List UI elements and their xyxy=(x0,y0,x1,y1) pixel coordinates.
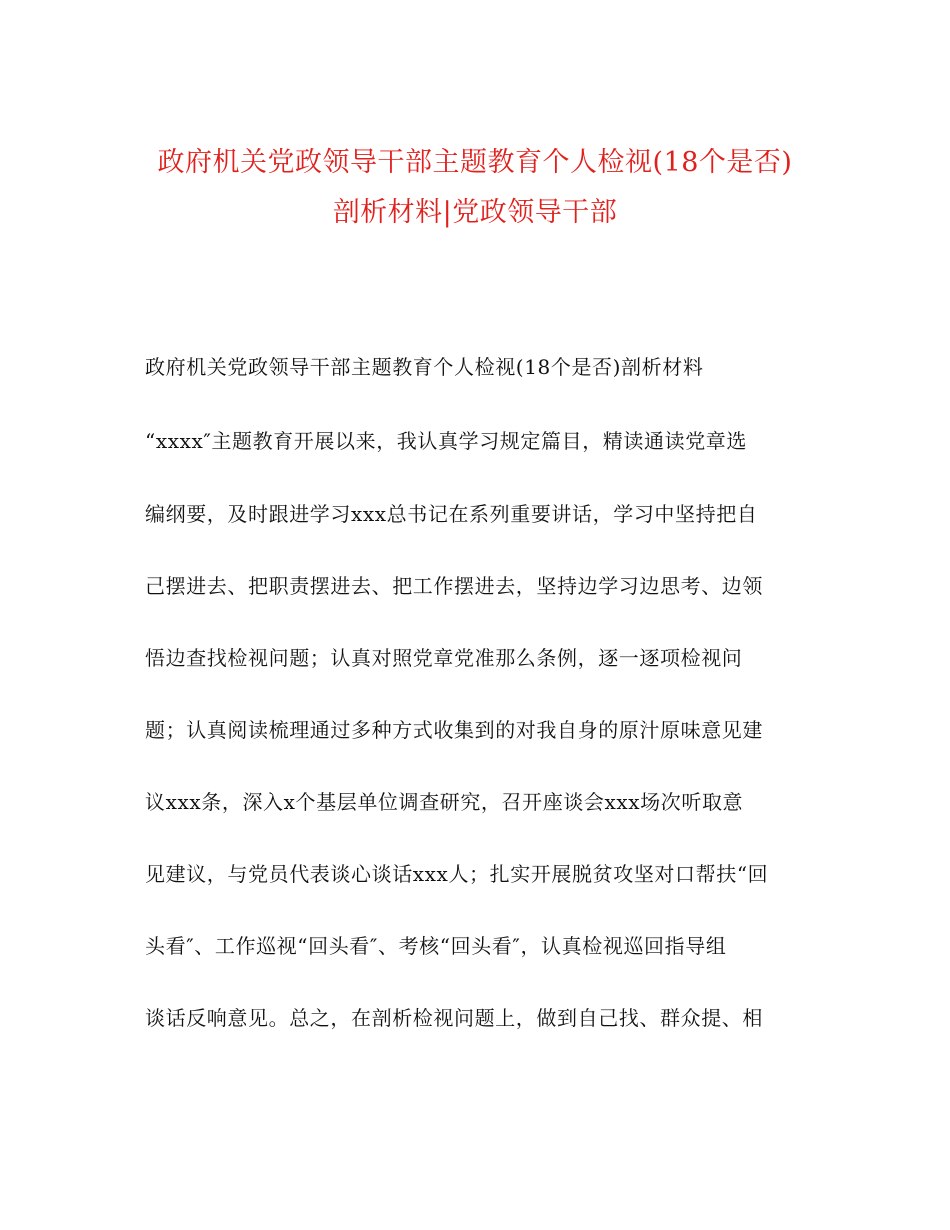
body-line-10: 谈话反响意见。总之，在剖析检视问题上，做到自己找、群众提、相 xyxy=(145,1006,763,1030)
body-line-6: 题；认真阅读梳理通过多种方式收集到的对我自身的原汁原味意见建 xyxy=(145,718,763,742)
body-line-3: 编纲要，及时跟进学习xxx总书记在系列重要讲话，学习中坚持把自 xyxy=(145,502,758,526)
body-line-5: 悟边查找检视问题；认真对照党章党准那么条例，逐一逐项检视问 xyxy=(145,646,743,670)
body-line-7: 议xxx条，深入x个基层单位调查研究，召开座谈会xxx场次听取意 xyxy=(145,790,744,814)
body-line-4: 己摆进去、把职责摆进去、把工作摆进去，坚持边学习边思考、边领 xyxy=(145,574,763,598)
body-line-9: 头看″、工作巡视“回头看″、考核“回头看″，认真检视巡回指导组 xyxy=(145,934,727,958)
body-line-8: 见建议，与党员代表谈心谈话xxx人；扎实开展脱贫攻坚对口帮扶“回 xyxy=(145,862,769,886)
body-line-2: “xxxx″主题教育开展以来，我认真学习规定篇目，精读通读党章选 xyxy=(145,429,748,453)
document-title-line-2: 剖析材料|党政领导干部 xyxy=(332,197,618,228)
document-title-line-1: 政府机关党政领导干部主题教育个人检视(18个是否) xyxy=(157,147,793,178)
body-line-1: 政府机关党政领导干部主题教育个人检视(18个是否)剖析材料 xyxy=(145,355,704,379)
